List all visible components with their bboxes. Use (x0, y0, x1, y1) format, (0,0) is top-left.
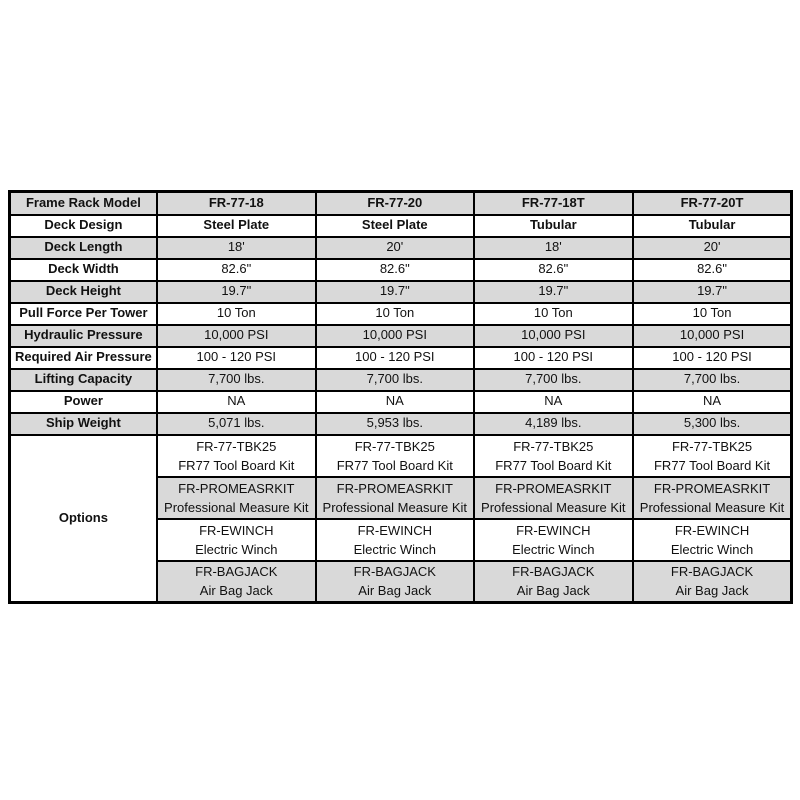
row-label: Power (10, 391, 157, 413)
spec-value: 5,953 lbs. (316, 413, 474, 435)
spec-value: 10 Ton (316, 303, 474, 325)
spec-value: 10,000 PSI (474, 325, 633, 347)
spec-value: 10 Ton (474, 303, 633, 325)
spec-value: 82.6" (633, 259, 792, 281)
row-label: Deck Height (10, 281, 157, 303)
option-code: FR-77-TBK25 (513, 438, 594, 454)
option-cell (474, 477, 633, 519)
row-label: Ship Weight (10, 413, 157, 435)
spec-value: 7,700 lbs. (157, 369, 316, 391)
option-description: Professional Measure Kit (481, 499, 626, 515)
spec-value: 82.6" (157, 259, 316, 281)
spec-value: 10 Ton (633, 303, 792, 325)
option-code: FR-EWINCH (199, 522, 274, 538)
option-cell (316, 477, 474, 519)
spec-row-deck-width (10, 259, 792, 281)
option-cell (474, 519, 633, 561)
spec-value: 5,071 lbs. (157, 413, 316, 435)
spec-value: 7,700 lbs. (316, 369, 474, 391)
option-cell (474, 435, 633, 477)
spec-value: 100 - 120 PSI (474, 347, 633, 369)
spec-row-required-air-pressure (10, 347, 792, 369)
option-description: Air Bag Jack (199, 583, 273, 599)
option-description: Professional Measure Kit (164, 499, 309, 515)
spec-row-lifting-capacity (10, 369, 792, 391)
option-description: Professional Measure Kit (322, 499, 468, 515)
spec-value: 19.7" (316, 281, 474, 303)
model-header: FR-77-20T (633, 192, 792, 215)
option-description: FR77 Tool Board Kit (178, 457, 295, 473)
spec-value: Tubular (633, 215, 792, 237)
option-code: FR-BAGJACK (670, 564, 754, 580)
row-label: Deck Width (10, 259, 157, 281)
option-code: FR-BAGJACK (512, 564, 595, 580)
spec-value: 20' (316, 237, 474, 259)
spec-row-pull-force (10, 303, 792, 325)
spec-value: NA (633, 391, 792, 413)
row-label: Hydraulic Pressure (10, 325, 157, 347)
option-cell (633, 519, 792, 561)
row-label: Pull Force Per Tower (10, 303, 157, 325)
option-code: FR-EWINCH (674, 522, 750, 538)
spec-value: 10,000 PSI (633, 325, 792, 347)
spec-row-deck-height (10, 281, 792, 303)
spec-value: Tubular (474, 215, 633, 237)
option-code: FR-PROMEASRKIT (653, 480, 771, 496)
option-cell (633, 561, 792, 603)
option-description: Electric Winch (512, 541, 595, 557)
spec-value: 18' (157, 237, 316, 259)
spec-value: 100 - 120 PSI (316, 347, 474, 369)
model-header: FR-77-20 (316, 192, 474, 215)
header-row-label: Frame Rack Model (10, 192, 157, 215)
spec-row-hydraulic-pressure (10, 325, 792, 347)
spec-row-deck-length (10, 237, 792, 259)
spec-value: 100 - 120 PSI (633, 347, 792, 369)
row-label: Deck Design (10, 215, 157, 237)
spec-value: 100 - 120 PSI (157, 347, 316, 369)
option-code: FR-EWINCH (357, 522, 432, 538)
option-cell (474, 561, 633, 603)
option-description: Air Bag Jack (675, 583, 749, 599)
spec-value: 10,000 PSI (157, 325, 316, 347)
spec-value: 82.6" (316, 259, 474, 281)
option-code: FR-BAGJACK (195, 564, 278, 580)
option-description: Air Bag Jack (358, 583, 432, 599)
option-description: FR77 Tool Board Kit (495, 457, 612, 473)
option-cell (157, 477, 316, 519)
spec-value: NA (316, 391, 474, 413)
option-row-tool-board-kit (10, 435, 792, 477)
row-label: Required Air Pressure (10, 347, 157, 369)
option-code: FR-77-TBK25 (671, 438, 753, 454)
spec-row-deck-design (10, 215, 792, 237)
option-cell (316, 561, 474, 603)
option-code: FR-BAGJACK (353, 564, 436, 580)
option-cell (316, 435, 474, 477)
option-code: FR-PROMEASRKIT (178, 480, 295, 496)
spec-value: 7,700 lbs. (633, 369, 792, 391)
option-code: FR-EWINCH (516, 522, 591, 538)
spec-value: NA (474, 391, 633, 413)
spec-value: 10,000 PSI (316, 325, 474, 347)
spec-value: 82.6" (474, 259, 633, 281)
model-header: FR-77-18T (474, 192, 633, 215)
option-cell (633, 477, 792, 519)
spec-value: 19.7" (157, 281, 316, 303)
spec-value: 18' (474, 237, 633, 259)
spec-value: 4,189 lbs. (474, 413, 633, 435)
option-description: Electric Winch (353, 541, 436, 557)
option-code: FR-77-TBK25 (354, 438, 435, 454)
spec-value: 5,300 lbs. (633, 413, 792, 435)
option-code: FR-PROMEASRKIT (495, 480, 612, 496)
header-row (10, 192, 792, 215)
option-cell (157, 519, 316, 561)
option-description: FR77 Tool Board Kit (336, 457, 453, 473)
spec-value: Steel Plate (316, 215, 474, 237)
option-description: Electric Winch (670, 541, 754, 557)
row-label: Deck Length (10, 237, 157, 259)
option-cell (157, 435, 316, 477)
option-code: FR-77-TBK25 (196, 438, 277, 454)
option-description: Air Bag Jack (516, 583, 590, 599)
row-label: Lifting Capacity (10, 369, 157, 391)
frame-rack-spec-table (8, 190, 793, 604)
spec-row-ship-weight (10, 413, 792, 435)
option-description: Electric Winch (195, 541, 278, 557)
option-description: FR77 Tool Board Kit (653, 457, 771, 473)
spec-value: 19.7" (474, 281, 633, 303)
option-cell (316, 519, 474, 561)
option-cell (633, 435, 792, 477)
option-code: FR-PROMEASRKIT (336, 480, 453, 496)
spec-value: Steel Plate (157, 215, 316, 237)
spec-value: 19.7" (633, 281, 792, 303)
model-header: FR-77-18 (157, 192, 316, 215)
spec-value: 7,700 lbs. (474, 369, 633, 391)
option-cell (157, 561, 316, 603)
spec-value: NA (157, 391, 316, 413)
options-label: Options (10, 435, 157, 603)
spec-value: 10 Ton (157, 303, 316, 325)
spec-value: 20' (633, 237, 792, 259)
option-description: Professional Measure Kit (639, 499, 785, 515)
spec-row-power (10, 391, 792, 413)
